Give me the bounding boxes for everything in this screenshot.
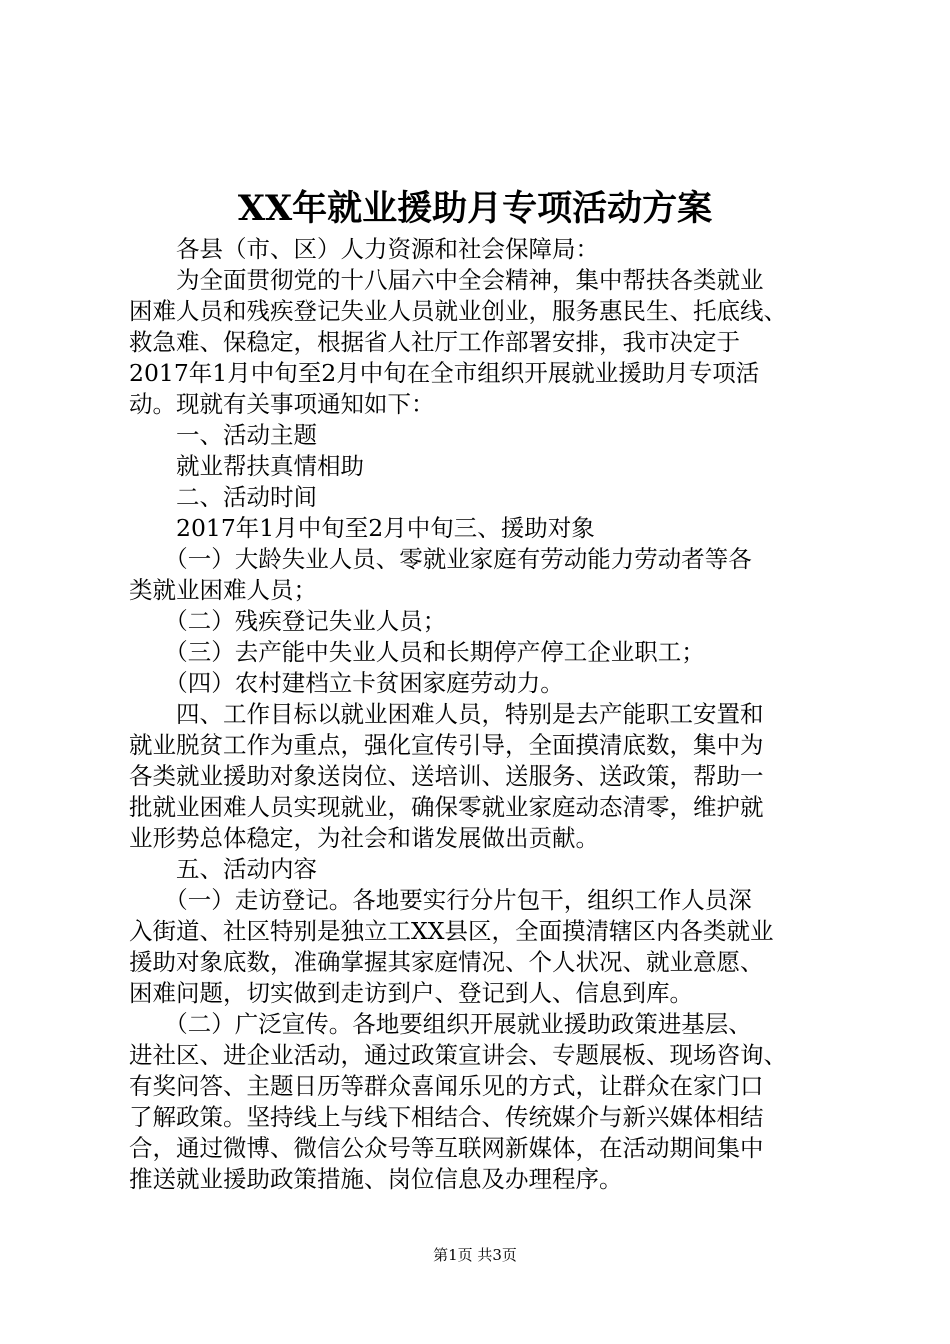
body-line: 为全面贯彻党的十八届六中全会精神，集中帮扶各类就业 (129, 266, 764, 294)
body-line: 入街道、社区特别是独立工XX县区，全面摸清辖区内各类就业 (129, 917, 774, 945)
body-line: 二、活动时间 (129, 483, 317, 511)
body-line: 合，通过微博、微信公众号等互联网新媒体，在活动期间集中 (129, 1134, 764, 1162)
body-line: （三）去产能中失业人员和长期停产停工企业职工； (129, 638, 705, 666)
body-line: 各类就业援助对象送岗位、送培训、送服务、送政策，帮助一 (129, 762, 764, 790)
body-line: 2017年1月中旬至2月中旬三、援助对象 (129, 514, 595, 542)
body-line: （一）走访登记。各地要实行分片包干，组织工作人员深 (129, 886, 752, 914)
document-body (129, 234, 849, 1195)
body-line: 困难人员和残疾登记失业人员就业创业，服务惠民生、托底线、 (129, 297, 787, 325)
body-line: 一、活动主题 (129, 421, 317, 449)
body-line: （二）残疾登记失业人员； (129, 607, 447, 635)
body-line: 四、工作目标以就业困难人员，特别是去产能职工安置和 (129, 700, 764, 728)
body-line: 各县（市、区）人力资源和社会保障局： (129, 235, 599, 263)
body-line: 批就业困难人员实现就业，确保零就业家庭动态清零，维护就 (129, 793, 764, 821)
page-number-footer: 第1页 共3页 (433, 1246, 517, 1264)
body-line: （二）广泛宣传。各地要组织开展就业援助政策进基层、 (129, 1010, 752, 1038)
body-line: 推送就业援助政策措施、岗位信息及办理程序。 (129, 1165, 623, 1193)
body-line: 困难问题，切实做到走访到户、登记到人、信息到库。 (129, 979, 693, 1007)
document-title: XX年就业援助月专项活动方案 (237, 188, 713, 229)
body-line: 就业帮扶真情相助 (129, 452, 364, 480)
body-line: （一）大龄失业人员、零就业家庭有劳动能力劳动者等各 (129, 545, 752, 573)
body-line: 五、活动内容 (129, 855, 317, 883)
body-line: 进社区、进企业活动，通过政策宣讲会、专题展板、现场咨询、 (129, 1041, 787, 1069)
body-line: 类就业困难人员； (129, 576, 317, 604)
body-line: 救急难、保稳定，根据省人社厅工作部署安排，我市决定于 (129, 328, 740, 356)
body-line: 业形势总体稳定，为社会和谐发展做出贡献。 (129, 824, 599, 852)
body-line: 动。现就有关事项通知如下： (129, 390, 435, 418)
body-line: （四）农村建档立卡贫困家庭劳动力。 (129, 669, 564, 697)
body-line: 有奖问答、主题日历等群众喜闻乐见的方式，让群众在家门口 (129, 1072, 764, 1100)
body-line: 就业脱贫工作为重点，强化宣传引导，全面摸清底数，集中为 (129, 731, 764, 759)
body-line: 了解政策。坚持线上与线下相结合、传统媒介与新兴媒体相结 (129, 1103, 764, 1131)
body-line: 援助对象底数，准确掌握其家庭情况、个人状况、就业意愿、 (129, 948, 764, 976)
body-line: 2017年1月中旬至2月中旬在全市组织开展就业援助月专项活 (129, 359, 760, 387)
